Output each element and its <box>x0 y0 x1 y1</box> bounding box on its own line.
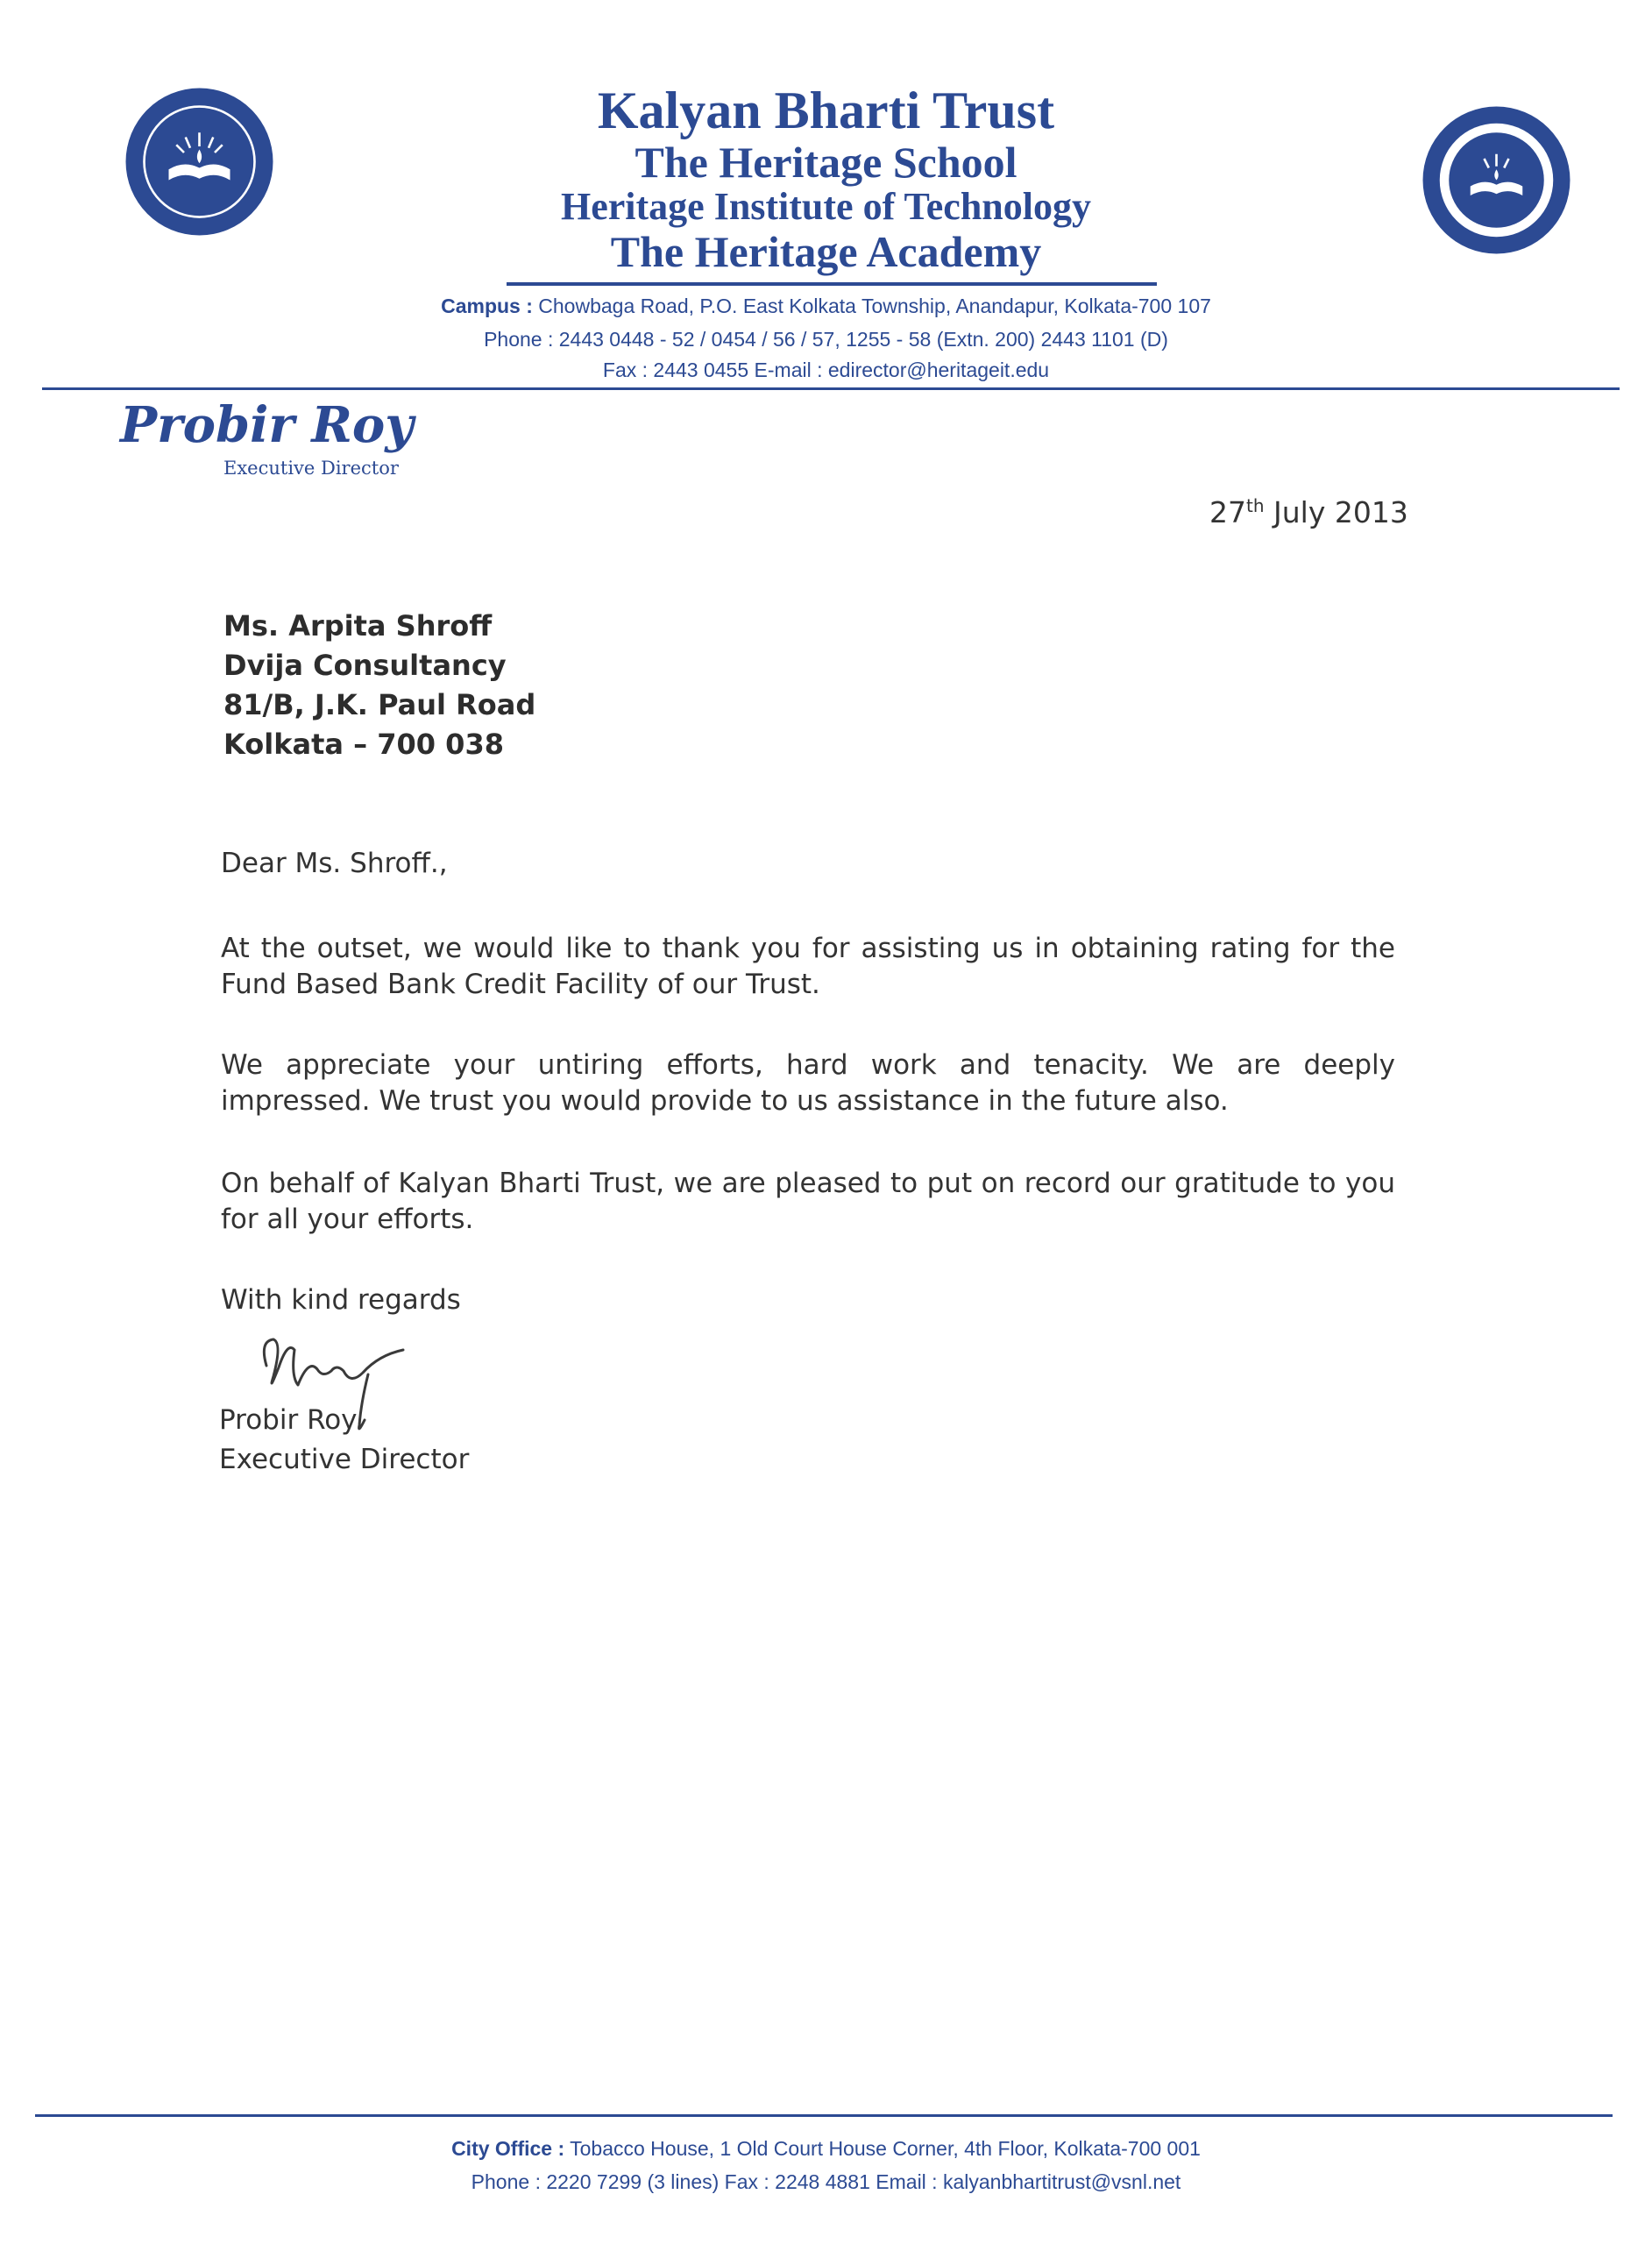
campus-label: Campus : <box>441 295 533 317</box>
signatory-name: Probir Roy <box>219 1404 358 1436</box>
recipient-street: 81/B, J.K. Paul Road <box>223 688 536 721</box>
recipient-city: Kolkata – 700 038 <box>223 728 504 761</box>
city-office-address-line <box>0 2137 1652 2161</box>
letterhead-rule <box>42 387 1620 390</box>
trust-name: Kalyan Bharti Trust <box>597 82 1055 139</box>
sender-name: Probir Roy <box>120 396 414 454</box>
recipient-company: Dvija Consultancy <box>223 649 507 682</box>
body-paragraph-2: We appreciate your untiring efforts, hard work and tenacity. We are deeply impressed. We trust you would provide to us assistance in the future also. <box>221 1049 1395 1117</box>
date-day: 27 <box>1209 495 1246 529</box>
school-name-heritage-school: The Heritage School <box>635 138 1017 187</box>
sender-title: Executive Director <box>223 458 399 479</box>
city-office-contact: Phone : 2220 7299 (3 lines) Fax : 2248 4881 Email : kalyanbhartitrust@vsnl.net <box>471 2170 1181 2193</box>
recipient-name: Ms. Arpita Shroff <box>223 609 493 643</box>
campus-address: Chowbaga Road, P.O. East Kolkata Township, Anandapur, Kolkata-700 107 <box>538 295 1211 317</box>
campus-address-line <box>0 295 1652 318</box>
body-paragraph-1: At the outset, we would like to thank you for assisting us in obtaining rating for the Fund Based Bank Credit Facility of our Trust. <box>221 933 1395 1000</box>
signatory-title: Executive Director <box>219 1444 470 1475</box>
date-suffix: th <box>1246 495 1265 516</box>
body-paragraph-3: On behalf of Kalyan Bharti Trust, we are pleased to put on record our gratitude to you for all your efforts. <box>221 1168 1395 1235</box>
closing: With kind regards <box>221 1284 461 1316</box>
campus-fax-email: Fax : 2443 0455 E-mail : edirector@heritageit.edu <box>602 359 1050 381</box>
school-name-heritage-institute: Heritage Institute of Technology <box>561 185 1091 228</box>
header-divider <box>507 282 1157 286</box>
campus-phone: Phone : 2443 0448 - 52 / 0454 / 56 / 57, 1255 - 58 (Extn. 200) 2443 1101 (D) <box>484 328 1168 351</box>
city-office-label: City Office : <box>451 2137 565 2160</box>
city-office-address: Tobacco House, 1 Old Court House Corner, 4th Floor, Kolkata-700 001 <box>570 2137 1201 2160</box>
letter-date <box>1209 495 1408 529</box>
date-month-year: July 2013 <box>1264 495 1408 529</box>
school-name-heritage-academy: The Heritage Academy <box>610 227 1042 276</box>
salutation: Dear Ms. Shroff., <box>221 848 448 879</box>
footer-rule <box>35 2114 1613 2117</box>
